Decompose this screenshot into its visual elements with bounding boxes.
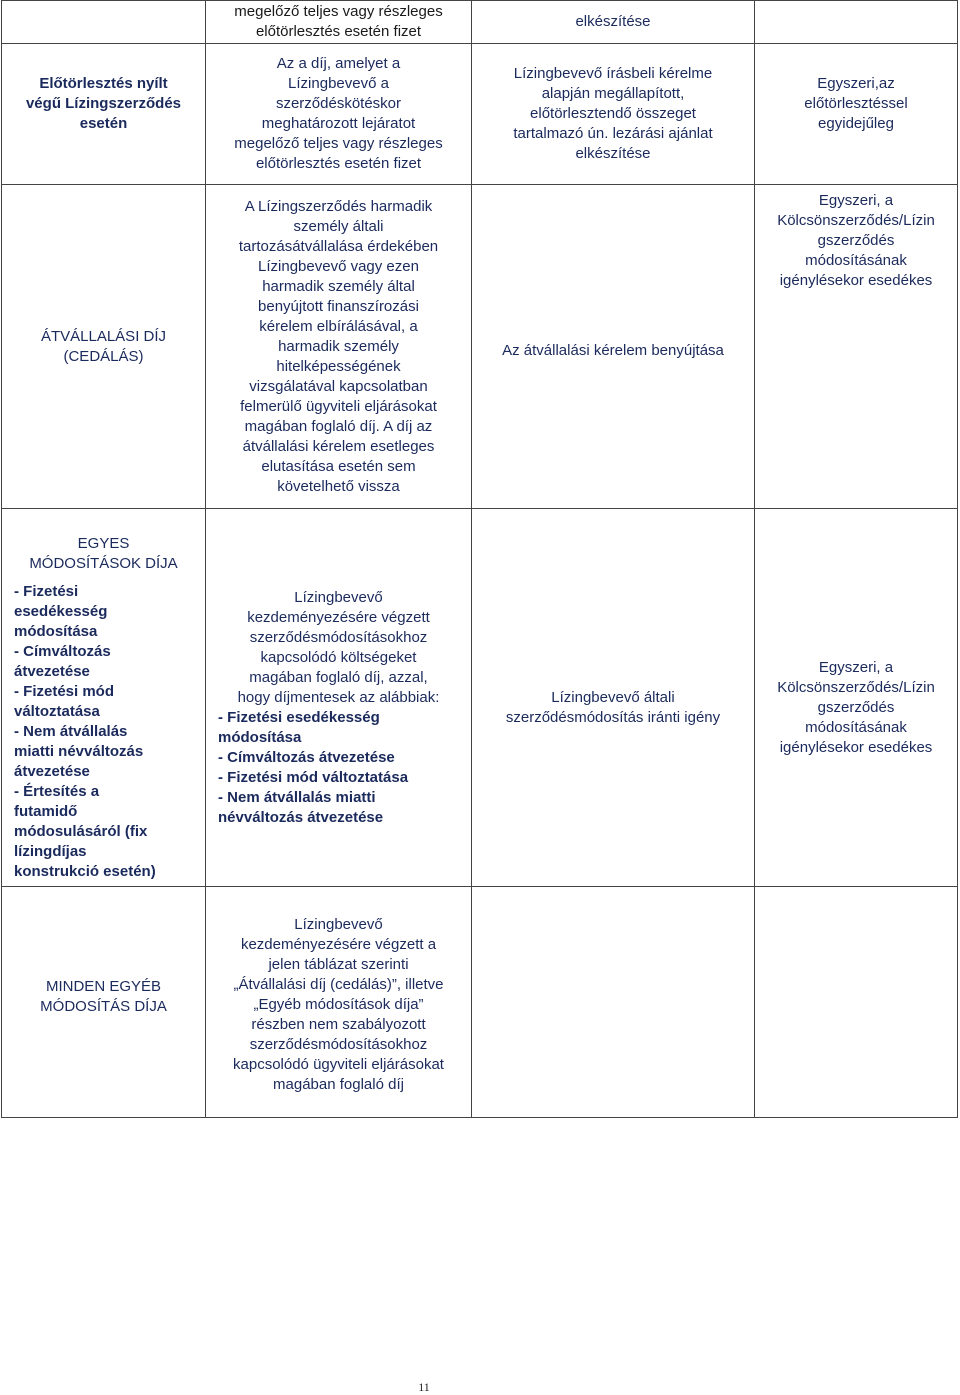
text-line: megelőző teljes vagy részleges — [234, 3, 443, 20]
cell-fee-name — [2, 887, 206, 1118]
text-line: MÓDOSÍTÁS DÍJA — [40, 998, 167, 1015]
text-line: gszerződés — [817, 698, 895, 716]
text-line: szerződéskötéskor — [275, 95, 402, 112]
text-line: megelőző teljes vagy részleges — [234, 135, 443, 152]
list-item: névváltozás átvezetése — [218, 808, 384, 826]
text-line: Lízingbevevő — [294, 916, 383, 933]
text-line: hitelképességének — [276, 357, 401, 375]
table-row — [2, 887, 958, 1118]
text-line: szerződésmódosításokhoz — [249, 1036, 428, 1053]
list-item: esedékesség — [14, 602, 108, 620]
cell-empty — [472, 887, 755, 1118]
text-line: harmadik személy — [278, 337, 399, 355]
text-line: Egyszeri,az — [817, 75, 895, 92]
text-line: harmadik személy által — [262, 277, 415, 295]
text-line: Az átvállalási kérelem benyújtása — [502, 341, 724, 359]
list-item: miatti névváltozás — [14, 742, 144, 760]
list-item: módosítása — [14, 622, 98, 640]
cell-description — [206, 185, 472, 509]
cell-due — [755, 185, 958, 509]
exempt-list — [214, 708, 463, 828]
text-line: szerződésmódosításokhoz — [249, 628, 428, 646]
list-item: átvezetése — [14, 662, 90, 680]
text-line: személy általi — [293, 217, 384, 235]
text-line: elkészítése — [575, 145, 651, 162]
text-line: „Átvállalási díj (cedálás)”, illetve — [233, 976, 444, 993]
text-line: tartozásátvállalása érdekében — [238, 237, 439, 255]
text-line: előtörlesztés esetén fizet — [255, 23, 422, 40]
text-line: gszerződés — [817, 232, 895, 249]
cell-basis — [472, 509, 755, 887]
text-line: benyújtott finanszírozási — [258, 297, 419, 315]
text-line: MINDEN EGYÉB — [45, 978, 162, 995]
text-line: „Egyéb módosítások díja” — [253, 996, 424, 1013]
text-line: Kölcsönszerződés/Lízin — [777, 678, 935, 696]
text-line: Lízingbevevő általi — [551, 688, 675, 706]
cell-due — [755, 509, 958, 887]
cell-description — [206, 887, 472, 1118]
text-line: magában foglaló díj. A díj az — [244, 417, 433, 435]
list-item: átvezetése — [14, 762, 90, 780]
text-line: tartalmazó ún. lezárási ajánlat — [513, 125, 713, 142]
list-item: - Címváltozás — [14, 642, 111, 660]
cell-description — [206, 509, 472, 887]
text-line: Lízingbevevő vagy ezen — [258, 257, 419, 275]
text-line: átvállalási kérelem esetleges — [242, 437, 435, 455]
text-line: egyidejűleg — [818, 115, 894, 132]
list-item: módosítása — [218, 728, 302, 746]
cell-basis — [472, 185, 755, 509]
text-line: módosításának — [805, 252, 907, 269]
text-line: Lízingbevevő a — [288, 75, 389, 92]
table-row — [2, 185, 958, 509]
fee-table — [1, 0, 958, 1118]
text-line: Az a díj, amelyet a — [276, 55, 401, 72]
text-line: felmerülő ügyviteli eljárásokat — [240, 397, 437, 415]
text-line: magában foglaló díj, azzal, — [249, 668, 428, 686]
list-item: - Fizetési — [14, 582, 79, 600]
list-item: - Nem átvállalás — [14, 722, 128, 740]
list-item: - Fizetési esedékesség — [218, 708, 380, 726]
text-line: esetén — [79, 115, 128, 132]
table-row — [2, 1, 958, 44]
cell-fee-name — [2, 509, 206, 887]
cell-description — [206, 44, 472, 185]
cell-description — [206, 1, 472, 44]
list-item: módosulásáról (fix — [14, 822, 148, 840]
list-item: - Fizetési mód változtatása — [218, 768, 409, 786]
cell-due — [755, 44, 958, 185]
cell-fee-name — [2, 44, 206, 185]
text-line: jelen táblázat szerinti — [268, 956, 409, 973]
list-item: - Címváltozás átvezetése — [218, 748, 395, 766]
text-line: kérelem elbírálásával, a — [259, 317, 418, 335]
text-line: végű Lízingszerződés — [25, 95, 182, 112]
cell-fee-name — [2, 185, 206, 509]
text-line: szerződésmódosítás iránti igény — [505, 708, 721, 726]
text-line: részben nem szabályozott — [251, 1016, 426, 1033]
cell-empty — [755, 887, 958, 1118]
list-item: változtatása — [14, 702, 100, 720]
text-line: vizsgálatával kapcsolatban — [249, 377, 428, 395]
text-line: alapján megállapított, — [541, 85, 685, 102]
table-row — [2, 44, 958, 185]
text-line: elkészítése — [575, 13, 651, 30]
text-line: igénylésekor esedékes — [779, 272, 933, 289]
text-line: módosításának — [805, 718, 907, 736]
text-line: kapcsolódó költségeket — [260, 648, 417, 666]
list-item: - Értesítés a — [14, 782, 100, 800]
list-item: futamidő — [14, 802, 78, 820]
text-line: EGYES — [77, 534, 130, 552]
cell-basis — [472, 1, 755, 44]
text-line: elutasítása esetén sem — [261, 457, 416, 475]
modification-list — [10, 582, 197, 882]
text-line: követelhető vissza — [277, 477, 400, 495]
cell-empty — [755, 1, 958, 44]
list-item: konstrukció esetén) — [14, 862, 156, 880]
list-item: lízingdíjas — [14, 842, 87, 860]
text-line: Egyszeri, a — [818, 658, 894, 676]
text-line: Egyszeri, a — [818, 192, 894, 209]
text-line: igénylésekor esedékes — [779, 738, 933, 756]
text-line: ÁTVÁLLALÁSI DÍJ — [40, 327, 167, 345]
text-line: magában foglaló díj — [273, 1076, 404, 1093]
text-line: kezdeményezésére végzett a — [240, 936, 437, 953]
page-number: 11 — [418, 1380, 430, 1394]
text-line: előtörlesztés esetén fizet — [255, 155, 422, 172]
text-line: (CEDÁLÁS) — [63, 347, 144, 365]
text-line: kapcsolódó ügyviteli eljárásokat — [233, 1056, 444, 1073]
text-line: előtörlesztéssel — [804, 95, 908, 112]
text-line: Lízingbevevő — [294, 588, 383, 606]
list-item: - Fizetési mód — [14, 682, 115, 700]
text-line: hogy díjmentesek az alábbiak: — [237, 688, 440, 706]
text-line: Lízingbevevő írásbeli kérelme — [513, 65, 713, 82]
text-line: meghatározott lejáratot — [261, 115, 416, 132]
cell-empty — [2, 1, 206, 44]
cell-basis — [472, 44, 755, 185]
text-line: MÓDOSÍTÁSOK DÍJA — [29, 554, 178, 572]
text-line: kezdeményezésére végzett — [247, 608, 430, 626]
text-line: Kölcsönszerződés/Lízin — [777, 212, 935, 229]
text-line: előtörlesztendő összeget — [530, 105, 696, 122]
text-line: Előtörlesztés nyílt — [39, 75, 168, 92]
table-row — [2, 509, 958, 887]
text-line: A Lízingszerződés harmadik — [244, 197, 433, 215]
list-item: - Nem átvállalás miatti — [218, 788, 376, 806]
